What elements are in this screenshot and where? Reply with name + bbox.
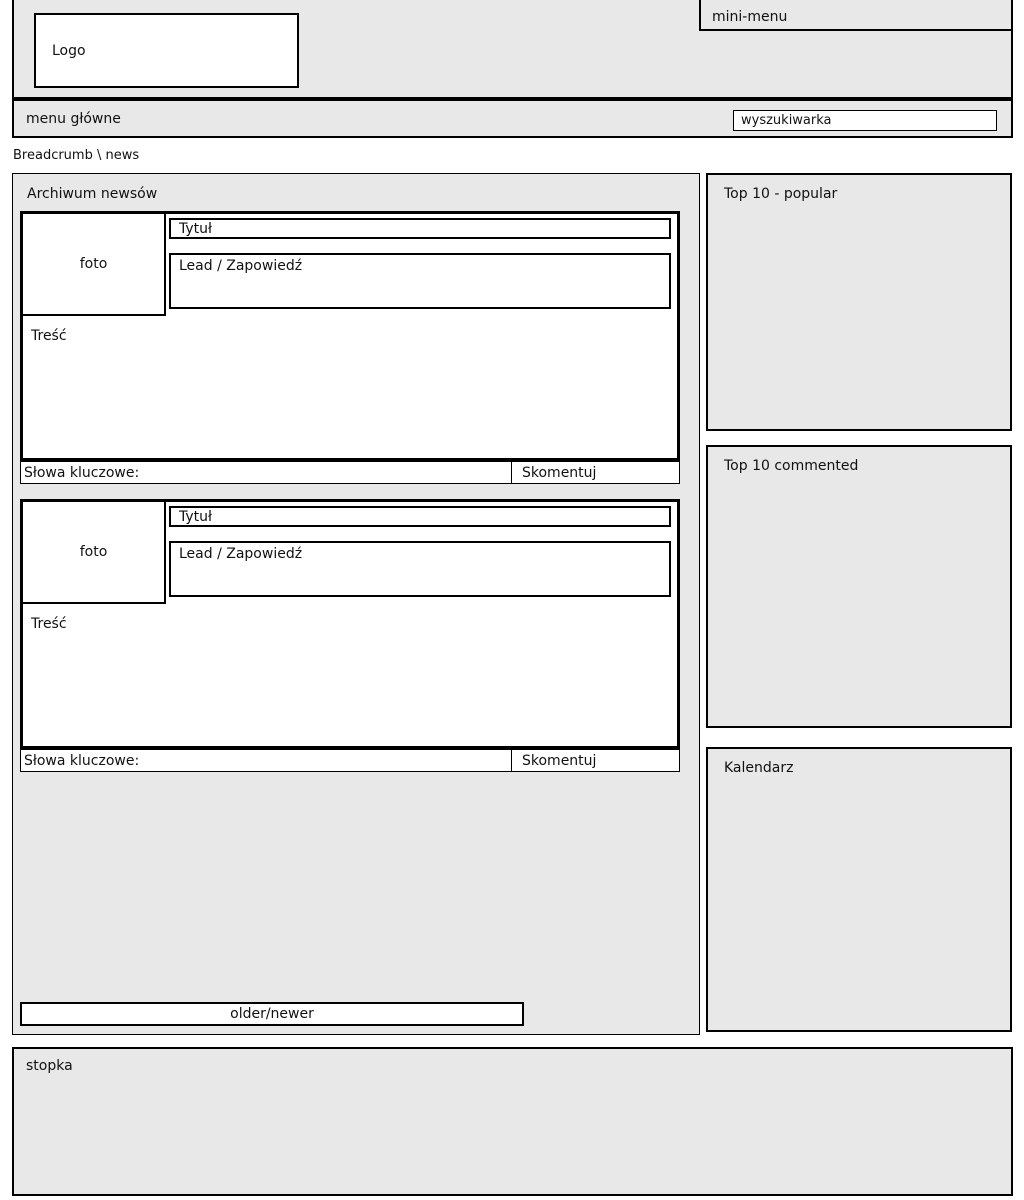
keywords-label: Słowa kluczowe:: [24, 752, 140, 769]
article-lead-label: Lead / Zapowiedź: [179, 258, 303, 274]
photo-label: foto: [79, 256, 108, 272]
article-lead-field: [169, 253, 671, 309]
calendar-title: Kalendarz: [724, 760, 794, 776]
pagination-label: older/newer: [230, 1006, 314, 1022]
article-content-label: Treść: [31, 328, 67, 344]
mini-menu[interactable]: [699, 0, 1013, 31]
page-title: Archiwum newsów: [27, 186, 158, 202]
article-title-field[interactable]: [169, 506, 671, 527]
search-label: wyszukiwarka: [741, 113, 832, 128]
top10-commented-title: Top 10 commented: [724, 458, 859, 474]
pagination-button[interactable]: [20, 1002, 524, 1026]
mini-menu-label: mini-menu: [712, 8, 788, 25]
keywords-label: Słowa kluczowe:: [24, 464, 140, 481]
article-title-label: Tytuł: [179, 220, 212, 237]
article-content-label: Treść: [31, 616, 67, 632]
top10-popular-box: [706, 173, 1012, 431]
photo-placeholder: [23, 214, 166, 316]
article-title-field[interactable]: [169, 218, 671, 239]
footer: [12, 1047, 1013, 1196]
logo-label: Logo: [52, 42, 86, 59]
photo-label: foto: [79, 544, 108, 560]
article-lead-label: Lead / Zapowiedź: [179, 546, 303, 562]
logo[interactable]: [34, 13, 299, 88]
news-article-card: [20, 499, 680, 749]
main-menu-label: menu główne: [26, 110, 121, 127]
breadcrumb[interactable]: Breadcrumb \ news: [13, 148, 140, 163]
news-archive-panel: [12, 173, 700, 1035]
keywords-bar: [20, 749, 680, 772]
calendar-box: [706, 747, 1012, 1032]
search-input[interactable]: [733, 110, 997, 131]
article-title-label: Tytuł: [179, 508, 212, 525]
top10-commented-box: [706, 445, 1012, 728]
article-lead-field: [169, 541, 671, 597]
top10-popular-title: Top 10 - popular: [724, 186, 838, 202]
footer-label: stopka: [26, 1058, 73, 1074]
comment-button[interactable]: Skomentuj: [511, 750, 679, 771]
news-article-card: [20, 211, 680, 461]
photo-placeholder: [23, 502, 166, 604]
comment-button[interactable]: Skomentuj: [511, 462, 679, 483]
keywords-bar: [20, 461, 680, 484]
